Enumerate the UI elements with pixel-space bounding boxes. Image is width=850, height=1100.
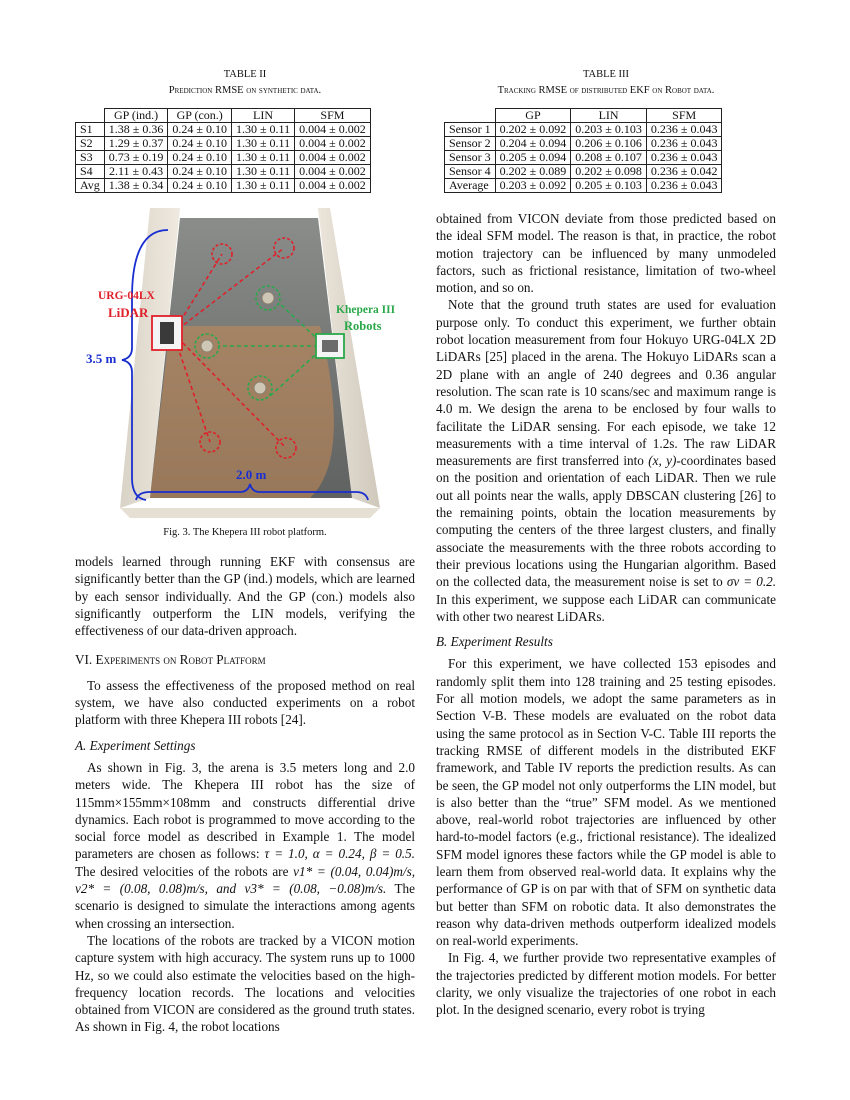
table-cell: 1.29 ± 0.37 — [104, 137, 168, 151]
table-cell: 0.004 ± 0.002 — [295, 165, 371, 179]
table-cell: 0.202 ± 0.098 — [571, 165, 647, 179]
table-header — [445, 109, 496, 123]
table-cell: 0.004 ± 0.002 — [295, 151, 371, 165]
table-header — [76, 109, 105, 123]
paragraph — [436, 296, 776, 625]
math-inline: (x, y) — [648, 453, 677, 469]
table3-title: TABLE III — [582, 69, 630, 80]
table-row — [76, 151, 371, 165]
text-run: As shown in Fig. 3, the arena is 3.5 meters long and 2.0 meters wide. The Khepera III robot has the size of 115mm×155mm×108mm and constructs differential drive dynamics. Each robot is programmed to move according to the social force model as described in Example 1. The model parameters are chosen as follows: — [75, 759, 415, 862]
table-row — [445, 123, 722, 137]
table-row — [76, 123, 371, 137]
length-label: 3.5 m — [86, 351, 117, 366]
table-cell: 0.236 ± 0.043 — [646, 137, 722, 151]
text-run: -coordinates based on the position and orientation of each LiDAR. Then we rule out all points near the walls, apply DBSCAN clustering [26] to the remaining points, obtain the location measurements by computing the centers of the three largest clusters, and finally associate the measurements with the three robots according to their previous locations using the Hungarian algorithm. Based on the collected data, the measurement noise is set to — [436, 453, 776, 590]
robots-label: Robots — [344, 319, 382, 333]
table-cell: 1.30 ± 0.11 — [231, 123, 294, 137]
section-heading: VI. Experiments on Robot Platform — [75, 652, 266, 668]
table-header: SFM — [295, 109, 371, 123]
lidar-label: LiDAR — [108, 305, 149, 320]
table-cell: S4 — [76, 165, 105, 179]
table-cell: 0.24 ± 0.10 — [168, 137, 232, 151]
table-cell: 0.202 ± 0.089 — [495, 165, 571, 179]
table-cell: 0.205 ± 0.094 — [495, 151, 571, 165]
table-cell: 0.004 ± 0.002 — [295, 179, 371, 193]
paragraph: models learned through running EKF with consensus are significantly better than the GP (ind.) models, which are learned by each sensor individually. And the GP (con.) models also significantly outperform the LIN models, verifying the effectiveness of our data-driven approach. — [75, 554, 415, 639]
table-cell: Average — [445, 179, 496, 193]
table3-caption: Tracking RMSE of distributed EKF on Robot data. — [497, 85, 715, 96]
lidar-model-label: URG-04LX — [98, 290, 155, 302]
table-row — [445, 137, 722, 151]
table-row — [445, 151, 722, 165]
table-cell: 0.236 ± 0.043 — [646, 123, 722, 137]
text-run: The scenario is designed to simulate the interactions among agents when crossing an intersection. — [75, 881, 416, 931]
table-header: SFM — [646, 109, 722, 123]
table3 — [444, 108, 722, 193]
table-cell: 0.203 ± 0.103 — [571, 123, 647, 137]
table-cell: 0.236 ± 0.042 — [646, 165, 722, 179]
paragraph — [75, 759, 415, 932]
table-cell: 0.004 ± 0.002 — [295, 137, 371, 151]
table-cell: 0.73 ± 0.19 — [104, 151, 168, 165]
table-cell: 1.30 ± 0.11 — [231, 165, 294, 179]
table-cell: Sensor 2 — [445, 137, 496, 151]
table-cell: 0.208 ± 0.107 — [571, 151, 647, 165]
table-cell: 0.004 ± 0.002 — [295, 123, 371, 137]
width-label: 2.0 m — [236, 467, 267, 482]
table-cell: 0.206 ± 0.106 — [571, 137, 647, 151]
table-cell: S3 — [76, 151, 105, 165]
khepera-label: Khepera III — [336, 304, 396, 316]
paragraph: For this experiment, we have collected 153 episodes and randomly split them into 128 training and 25 testing episodes. For all motion models, we adopt the same parameters as in Section V-B. These models are evaluated on the robot data using the same protocol as in Section V-C. Table III reports the tracking RMSE of different models in the distributed EKF framework, and Table IV reports the prediction results. As can be seen, the GP model not only outperforms the LIN model, but is also better than the “true” SFM model. As we mentioned above, real-world robot trajectories are influenced by other hard-to-model factors (e.g., frictional resistance). The idealized SFM model ignores these factors while the GP model is able to learn them from observed real-world data. It explains why the performance of GP is on par with that of SFM on synthetic data but better than SFM on robotic data. It also demonstrates the reason why data-driven methods outperform idealized models on real-world experiments. — [436, 656, 776, 949]
paragraph: The locations of the robots are tracked by a VICON motion capture system with high accuracy. The system runs up to 1000 Hz, so we could also estimate the velocities based on the high-frequency location records. The locations and velocities obtained from VICON are considered as the ground truth states. As shown in Fig. 4, the robot locations — [75, 932, 415, 1035]
table-cell: 0.203 ± 0.092 — [495, 179, 571, 193]
right-column — [436, 210, 776, 1019]
text-run: Note that the ground truth states are used for evaluation purpose only. To conduct this experiment, we further obtain robot location measurement from four Hokuyo URG-04LX 2D LiDARs [25] placed in the arena. The Hokuyo LiDARs scan a 2D plane with an angle of 240 degrees and 0.36 angular resolution. The scan rate is 10 scans/sec and maximum range is 4.0 m. We design the arena to be enclosed by four walls to facilitate the LiDAR sensing. For each episode, we take 12 measurements with a time interval of 1.2s. The raw LiDAR measurements are first transferred into — [436, 297, 776, 469]
math-inline: σν = 0.2. — [726, 574, 777, 590]
table-cell: 0.205 ± 0.103 — [571, 179, 647, 193]
table2-title: TABLE II — [223, 69, 267, 80]
table-cell: 0.24 ± 0.10 — [168, 179, 232, 193]
table-cell: 1.30 ± 0.11 — [231, 179, 294, 193]
table-cell: 1.30 ± 0.11 — [231, 151, 294, 165]
table3-header-row — [445, 109, 722, 123]
left-column — [75, 553, 415, 1036]
table-cell: 0.204 ± 0.094 — [495, 137, 571, 151]
figure-3 — [86, 208, 400, 518]
table-header: GP (con.) — [168, 109, 232, 123]
paragraph: obtained from VICON deviate from those predicted based on the ideal SFM model. The reason is that, in practice, the robot motion trajectory can be influenced by many unmodeled factors, such as frictional resistance, limitation of two-wheel motion, and so on. — [436, 211, 776, 296]
table-cell: 1.38 ± 0.36 — [104, 123, 168, 137]
table-row — [445, 165, 722, 179]
math-inline: v1* = (0.04, 0.04)m/s, v2* = (0.08, 0.08)m/s, and v3* = (0.08, −0.08)m/s. — [75, 863, 416, 897]
table-cell: 0.236 ± 0.043 — [646, 151, 722, 165]
table-cell: 2.11 ± 0.43 — [104, 165, 168, 179]
table2-caption: Prediction RMSE on synthetic data. — [168, 85, 322, 96]
table-cell: Sensor 4 — [445, 165, 496, 179]
paragraph: In Fig. 4, we further provide two representative examples of the trajectories predicted by different motion models. For better clarity, we only visualize the trajectories of one robot in each plot. In the designed scenario, every robot is trying — [436, 950, 776, 1018]
table-header: GP (ind.) — [104, 109, 168, 123]
table-cell: 0.202 ± 0.092 — [495, 123, 571, 137]
figure-caption: Fig. 3. The Khepera III robot platform. — [163, 527, 327, 538]
table-row-average — [76, 179, 371, 193]
text-run: In this experiment, we suppose each LiDAR can communicate with other two nearest LiDARs. — [436, 591, 776, 624]
table-cell: S2 — [76, 137, 105, 151]
table-cell: 0.236 ± 0.043 — [646, 179, 722, 193]
paragraph: To assess the effectiveness of the proposed method on real system, we have also conducted experiments on a robot platform with three Khepera III robots [24]. — [75, 677, 415, 728]
table-cell: 0.24 ± 0.10 — [168, 123, 232, 137]
table-cell: 0.24 ± 0.10 — [168, 151, 232, 165]
table-row — [76, 137, 371, 151]
table-cell: 1.30 ± 0.11 — [231, 137, 294, 151]
table-header: LIN — [231, 109, 294, 123]
table-cell: Avg — [76, 179, 105, 193]
table-row-average — [445, 179, 722, 193]
table-cell: 0.24 ± 0.10 — [168, 165, 232, 179]
table-cell: Sensor 3 — [445, 151, 496, 165]
bottom-wall — [120, 508, 380, 518]
table-header: LIN — [571, 109, 647, 123]
table-header: GP — [495, 109, 571, 123]
table-row — [76, 165, 371, 179]
table-cell: Sensor 1 — [445, 123, 496, 137]
table2 — [75, 108, 371, 193]
table-cell: S1 — [76, 123, 105, 137]
table2-header-row — [76, 109, 371, 123]
text-run: The desired velocities of the robots are — [75, 863, 289, 879]
subsection-heading: B. Experiment Results — [436, 634, 553, 650]
math-inline: τ = 1.0, α = 0.24, β = 0.5. — [264, 846, 415, 862]
table-cell: 1.38 ± 0.34 — [104, 179, 168, 193]
subsection-heading: A. Experiment Settings — [75, 737, 196, 753]
